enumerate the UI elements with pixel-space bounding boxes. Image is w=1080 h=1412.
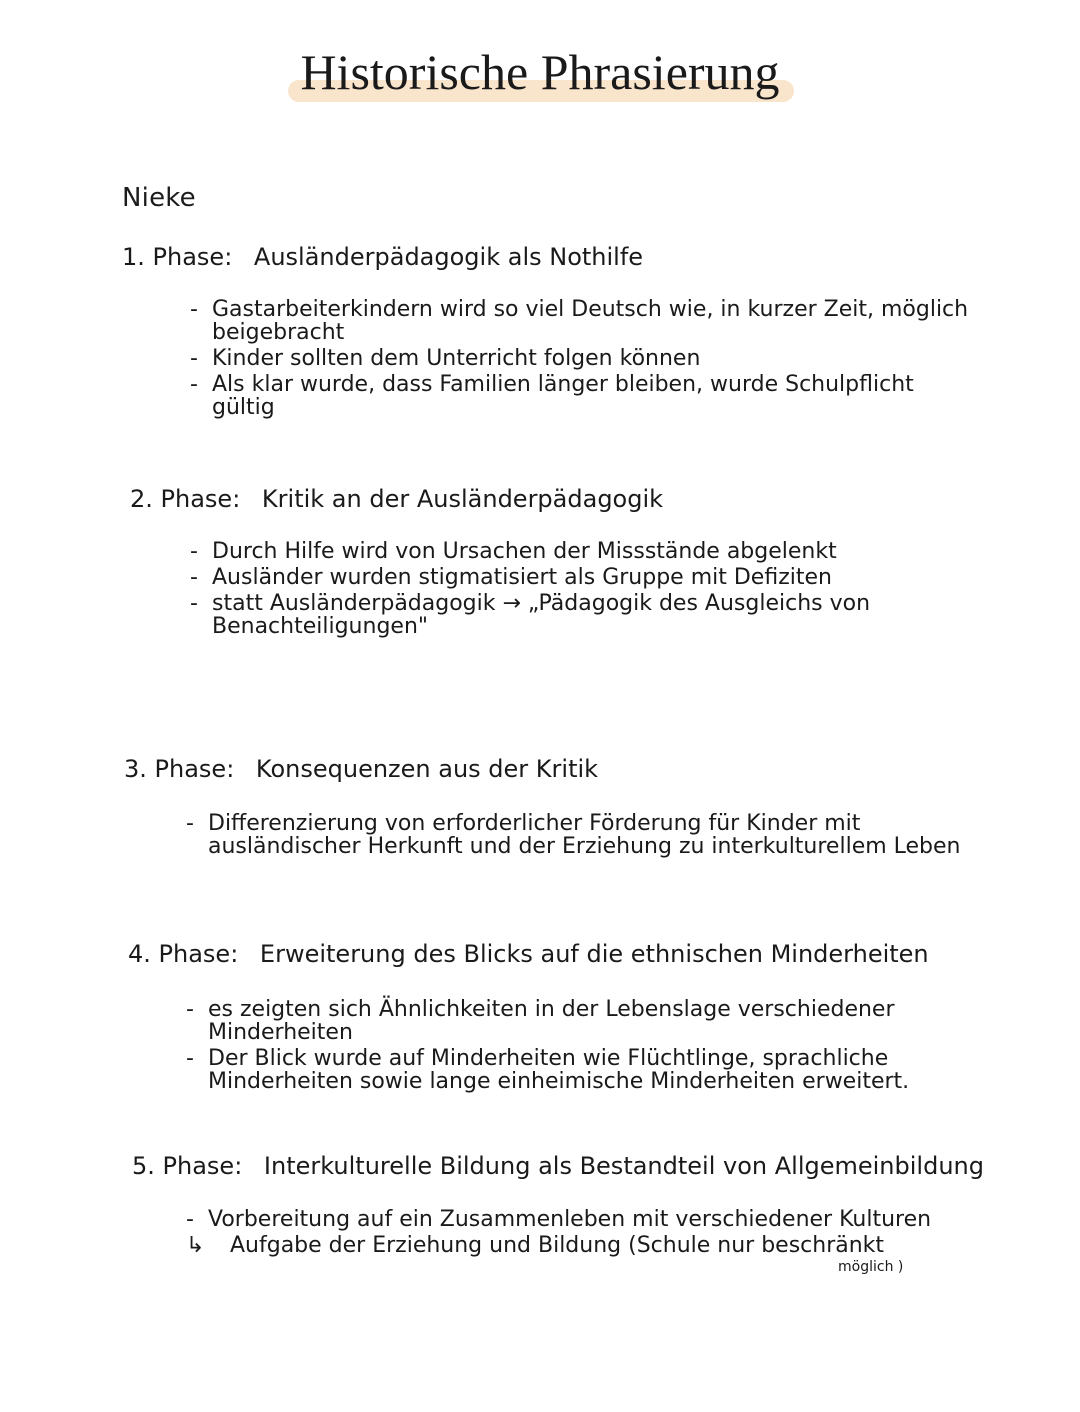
phase-3-bullets [186,812,996,861]
dash-marker: - [190,297,198,322]
list-item: - Gastarbeiterkindern wird so viel Deutsch wie, in kurzer Zeit, möglich beigebracht [190,297,969,345]
list-item: - Durch Hilfe wird von Ursachen der Missstände abgelenkt [190,539,837,564]
phase-4-title: Erweiterung des Blicks auf die ethnischen Minderheiten [259,940,929,968]
phase-2-bullets [190,540,970,641]
phase-5-footnote: möglich ) [838,1259,904,1275]
list-item: - es zeigten sich Ähnlichkeiten in der Lebenslage verschiedener Minderheiten [186,997,895,1045]
title-area [0,40,1080,104]
page-title [294,40,785,104]
phase-5-heading [132,1152,984,1180]
phase-4-heading [128,940,929,968]
author-name: Nieke [122,183,196,213]
list-item: - Der Blick wurde auf Minderheiten wie Flüchtlinge, sprachliche Minderheiten sowie lange einheimische Minderheiten erweitert. [186,1046,910,1094]
phase-5-number: 5. Phase: [132,1152,243,1180]
dash-marker: - [186,1207,194,1232]
phase-3-number: 3. Phase: [124,755,235,783]
phase-5-bullets [186,1208,996,1260]
dash-marker: - [186,811,194,836]
phase-5-title: Interkulturelle Bildung als Bestandteil von Allgemeinbildung [263,1152,984,1180]
list-item: - statt Ausländerpädagogik → „Pädagogik des Ausgleichs von Benachteiligungen" [190,591,871,639]
page-title-text: Historische Phrasierung [300,44,780,100]
dash-marker: - [186,997,194,1022]
phase-1-heading [122,243,643,271]
phase-1-number: 1. Phase: [122,243,233,271]
phase-2-number: 2. Phase: [130,485,241,513]
return-arrow-icon: ↳ [186,1233,205,1258]
phase-3-title: Konsequenzen aus der Kritik [255,755,599,783]
sub-list-item: ↳ Aufgabe der Erziehung und Bildung (Schule nur beschränkt [186,1233,885,1258]
dash-marker: - [190,539,198,564]
list-item: - Vorbereitung auf ein Zusammenleben mit verschiedener Kulturen [186,1207,932,1232]
phase-2-title: Kritik an der Ausländerpädagogik [261,485,664,513]
list-item: - Ausländer wurden stigmatisiert als Gruppe mit Defiziten [190,565,832,590]
dash-marker: - [190,565,198,590]
phase-2-heading [130,485,663,513]
phase-3-heading [124,755,598,783]
list-item: - Differenzierung von erforderlicher Förderung für Kinder mit ausländischer Herkunft und der Erziehung zu interkulturellem Leben [186,811,961,859]
phase-1-bullets [190,298,970,422]
list-item: - Als klar wurde, dass Familien länger bleiben, wurde Schulpflicht gültig [190,372,914,420]
phase-4-bullets [186,998,986,1096]
phase-1-title: Ausländerpädagogik als Nothilfe [253,243,644,271]
dash-marker: - [190,346,198,371]
dash-marker: - [190,591,198,616]
dash-marker: - [186,1046,194,1071]
list-item: - Kinder sollten dem Unterricht folgen können [190,346,701,371]
phase-4-number: 4. Phase: [128,940,239,968]
dash-marker: - [190,372,198,397]
